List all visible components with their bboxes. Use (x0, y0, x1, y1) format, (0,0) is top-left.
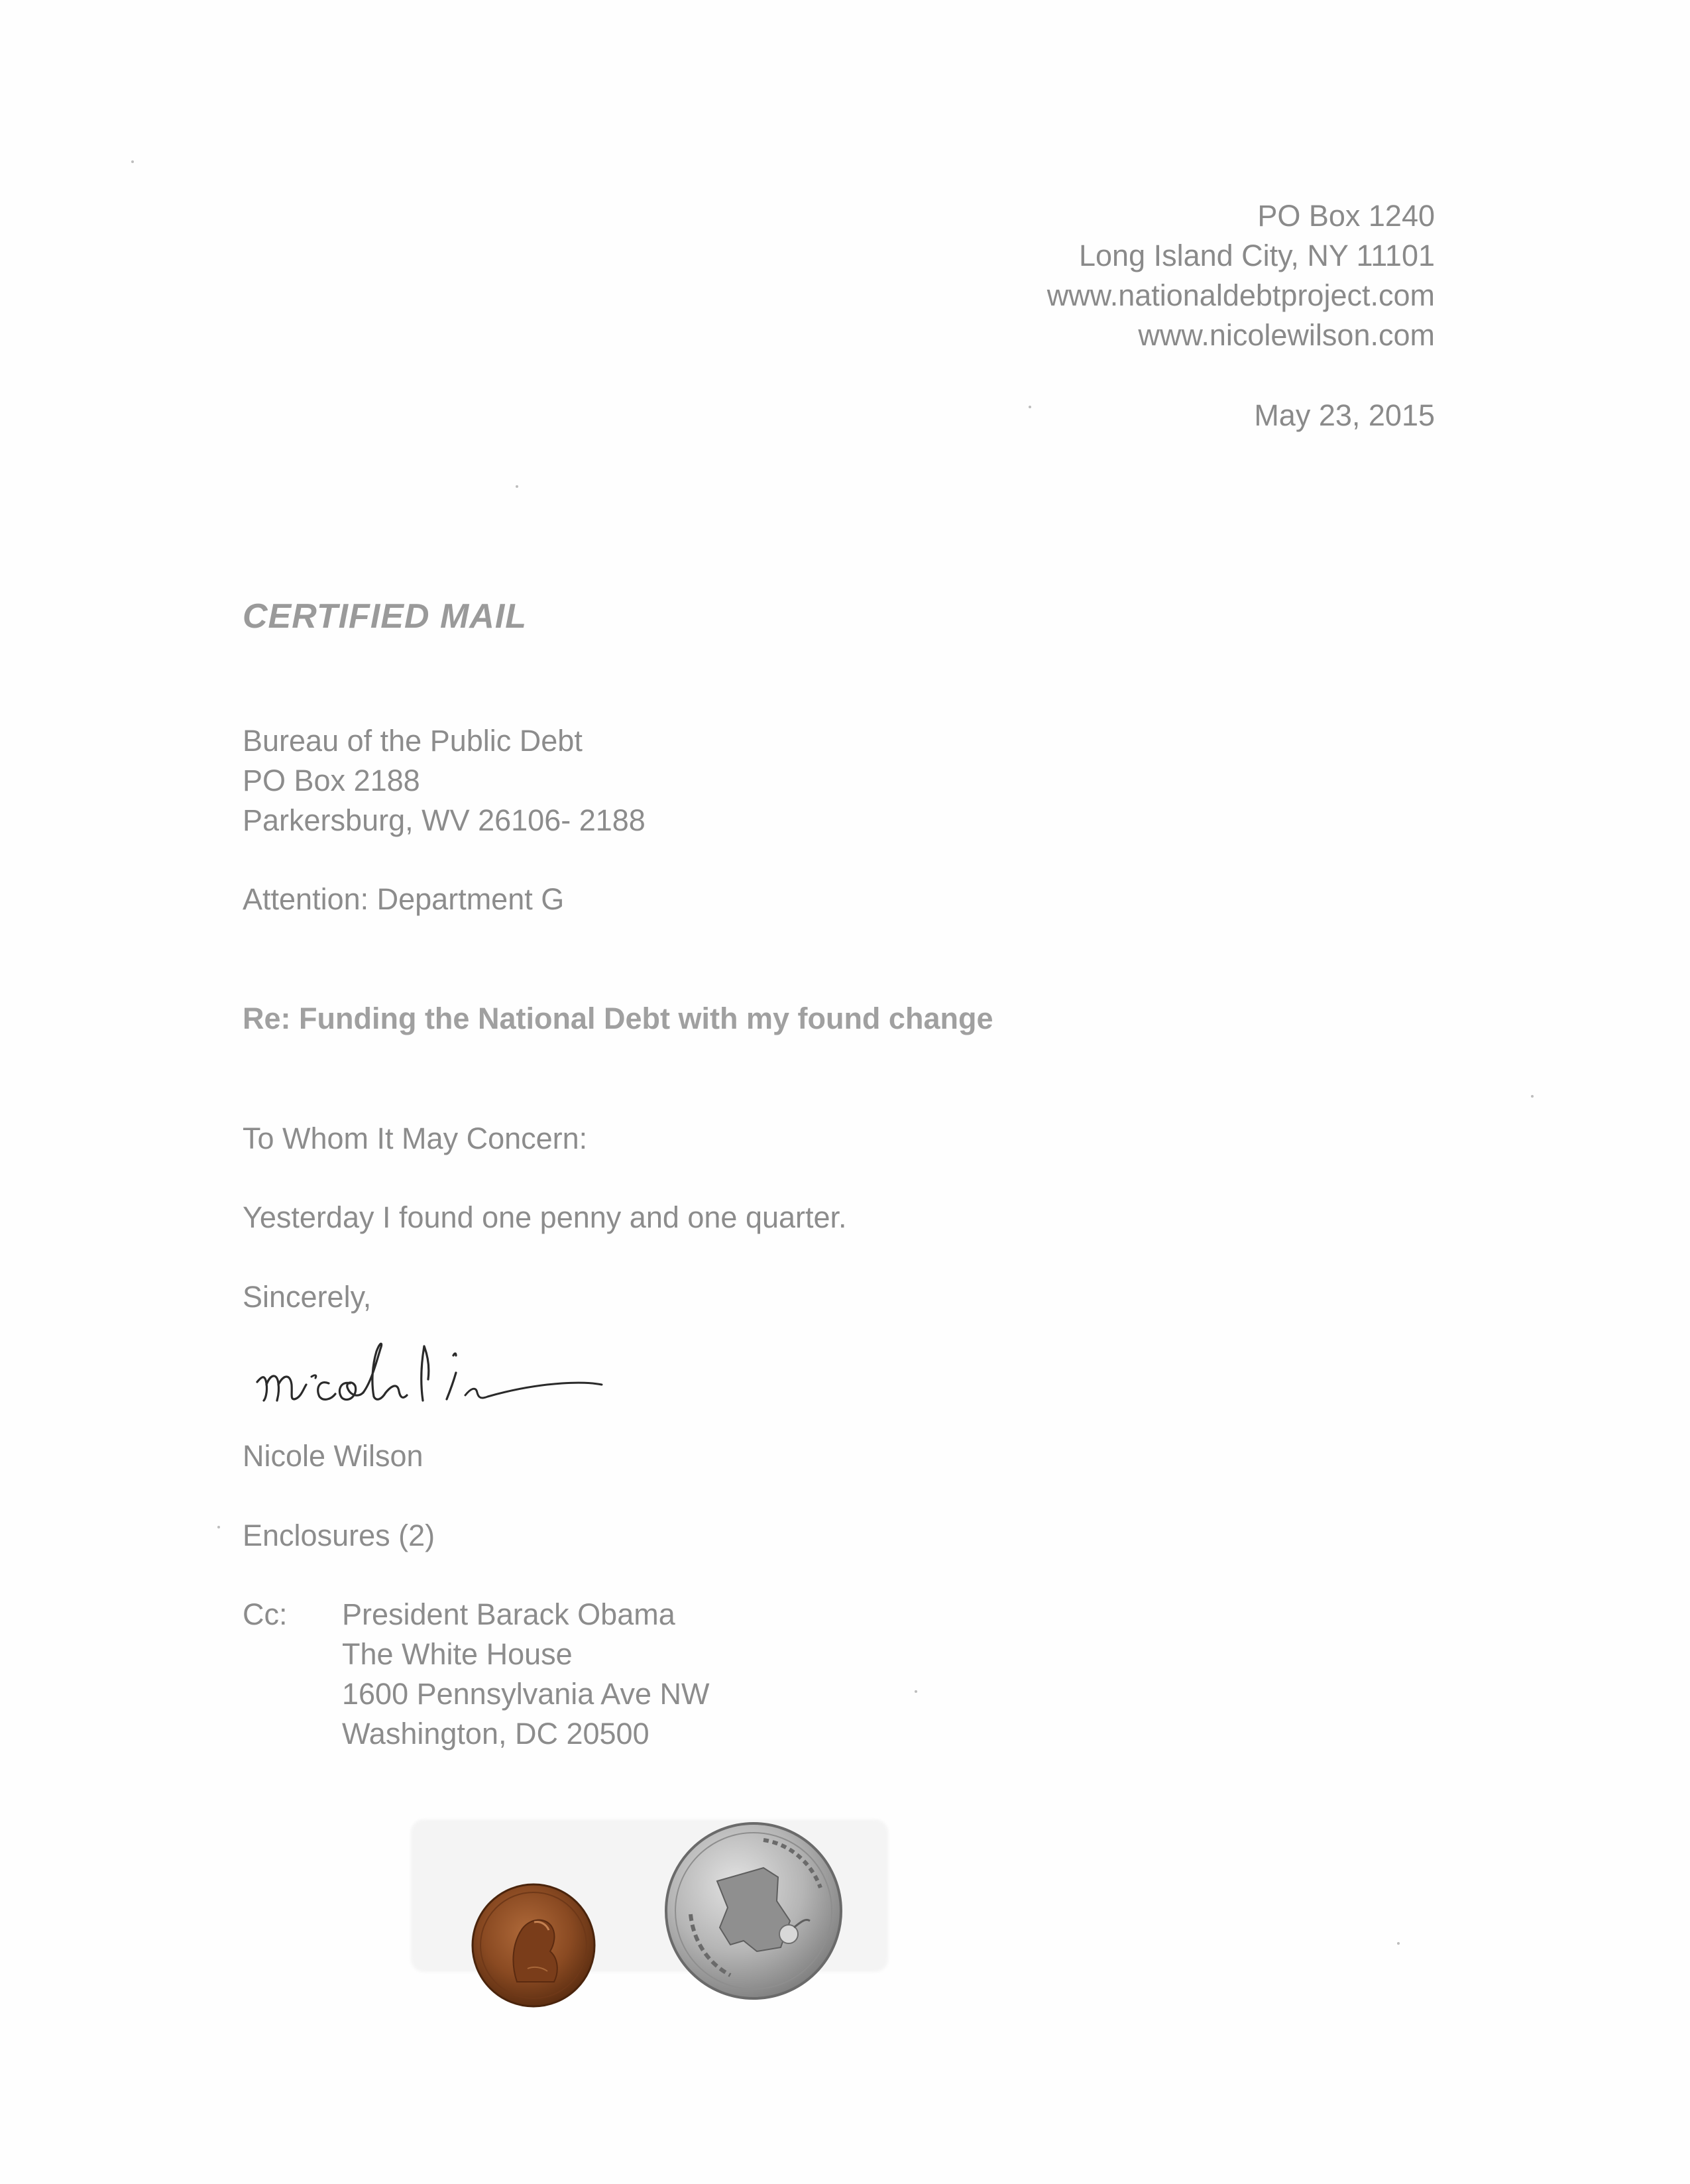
letter-body: Yesterday I found one penny and one quarter. (243, 1200, 847, 1234)
recipient-address (243, 721, 646, 840)
cc-street: 1600 Pennsylvania Ave NW (342, 1677, 710, 1711)
letter-date: May 23, 2015 (1254, 398, 1435, 432)
sender-website-project: www.nationaldebtproject.com (1046, 278, 1435, 312)
recipient-city: Parkersburg, WV 26106- 2188 (243, 803, 646, 837)
scan-speck (131, 160, 134, 163)
cc-recipient (342, 1595, 710, 1754)
cc-label: Cc: (243, 1597, 288, 1631)
signature-image (251, 1336, 622, 1415)
certified-mail-heading: CERTIFIED MAIL (243, 597, 528, 636)
enclosures-note: Enclosures (2) (243, 1519, 435, 1552)
recipient-name: Bureau of the Public Debt (243, 724, 583, 758)
sender-address (1047, 196, 1435, 355)
closing: Sincerely, (243, 1280, 372, 1314)
cc-name: President Barack Obama (342, 1597, 675, 1631)
salutation: To Whom It May Concern: (243, 1121, 588, 1155)
quarter-coin-image (664, 1821, 843, 2000)
scan-speck (1029, 406, 1031, 408)
sender-city: Long Island City, NY 11101 (1078, 239, 1435, 272)
scan-speck (516, 485, 518, 488)
attention-line: Attention: Department G (243, 882, 565, 916)
recipient-po-box: PO Box 2188 (243, 764, 420, 797)
scan-speck (915, 1690, 917, 1693)
sender-po-box: PO Box 1240 (1257, 199, 1435, 233)
cc-city: Washington, DC 20500 (342, 1717, 649, 1751)
signer-name: Nicole Wilson (243, 1439, 423, 1473)
penny-coin-image (471, 1882, 596, 2008)
scan-speck (217, 1526, 220, 1528)
subject-line: Re: Funding the National Debt with my found change (243, 1002, 993, 1035)
scan-speck (1397, 1942, 1400, 1945)
scan-speck (1531, 1095, 1534, 1098)
cc-organization: The White House (342, 1637, 573, 1671)
sender-website-personal: www.nicolewilson.com (1138, 318, 1435, 352)
